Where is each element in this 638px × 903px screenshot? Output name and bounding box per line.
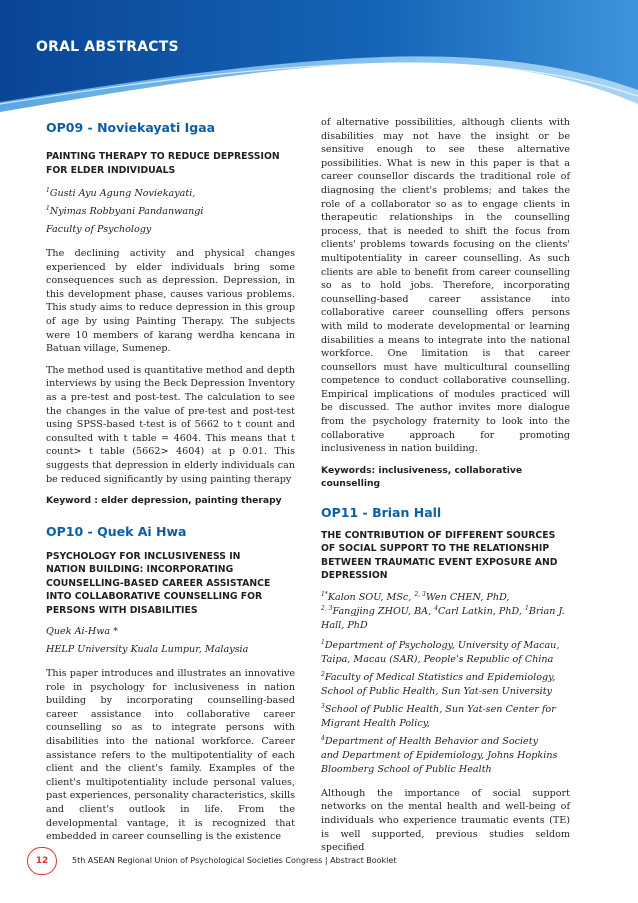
op09-keywords: Keyword : elder depression, painting therapy bbox=[46, 495, 282, 507]
op10-title: PSYCHOLOGY FOR INCLUSIVENESS IN NATION BUILDING: INCORPORATING COUNSELLING-BASED CAREER ASSISTANCE INTO COLLABORATIVE COUNSELLING FOR PERSONS WITH DISABILITIES bbox=[46, 550, 271, 616]
footer-text: 5th ASEAN Regional Union of Psychological Societies Congress | Abstract Booklet bbox=[72, 856, 397, 865]
op09-authors: $^1$Gusti Ayu Agung Noviekayati, $^1$Nyimas Robbyani Pandanwangi Faculty of Psychology bbox=[46, 187, 295, 237]
header-wave-graphic bbox=[0, 0, 638, 120]
section-title: ORAL ABSTRACTS bbox=[36, 39, 179, 55]
op09-title: PAINTING THERAPY TO REDUCE DEPRESSION FOR ELDER INDIVIDUALS bbox=[46, 151, 280, 176]
op11-paragraph-1: Although the importance of social support networks on the mental health and well-being of individuals who experience traumatic events (TE) is well supported, previous studies seldom specified bbox=[321, 787, 570, 854]
op11-authors: $^{1*}$Kalon SOU, MSc, $^{2, 3}$Wen CHEN, PhD, $^{2, 3}$Fangjing ZHOU, BA, $^4$Carl Latkin, PhD, $^1$Brian J. Hall, PhD bbox=[321, 590, 565, 631]
right-column bbox=[321, 116, 570, 855]
op10-keywords: Keywords: inclusiveness, collaborative counselling bbox=[321, 464, 523, 490]
op10-paragraph-1: This paper introduces and illustrates an innovative role in psychology for inclusiveness in nation building by incorporating counselling-based career assistance into collaborative career counselling so as to integrate persons with disabilities into the national workforce. Career assistance refers to the multipotentiality of each client and the client's family. Examples of the client's multipotentiality include personal values, past experiences, personality characteristics, skills and client's outlook in life. From the developmental vantage, it is recognized that embedded in career counselling is the existence bbox=[46, 668, 295, 843]
left-column bbox=[46, 116, 295, 844]
op11-title: THE CONTRIBUTION OF DIFFERENT SOURCES OF SOCIAL SUPPORT TO THE RELATIONSHIP BETWEEN TRAUMATIC EVENT EXPOSURE AND DEPRESSION bbox=[321, 529, 558, 582]
header-banner bbox=[0, 0, 638, 120]
op11-heading: OP11 - Brian Hall bbox=[321, 504, 442, 520]
op09-paragraph-2: The method used is quantitative method and depth interviews by using the Beck Depression Inventory as a pre-test and post-test. The calculation to see the changes in the value of pre-test and post-test using SPSS-based t-test is of 5662 to t count and consulted with t table = 4604. This means that t count> t table (5662> 4604) at p 0.01. This suggests that depression in elderly individuals can be reduced significantly by using painting therapy bbox=[46, 364, 295, 485]
op09-paragraph-1: The declining activity and physical changes experienced by elder individuals bring some consequences such as depression. Depression, in this development phase, causes various problems. This study aims to reduce depression in this group of age by using Painting Therapy. The subjects were 10 members of karang werdha kencana in Batuan village, Sumenep. bbox=[46, 248, 295, 355]
op10-authors bbox=[46, 625, 295, 657]
op09-heading: OP09 - Noviekayati Igaa bbox=[46, 120, 216, 135]
op10-author: Quek Ai-Hwa * bbox=[46, 626, 118, 638]
op09-affiliation: Faculty of Psychology bbox=[46, 224, 152, 235]
op10-paragraph-continued: of alternative possibilities, although clients with disabilities may not have the insight or be sensitive enough to see these alternative possibilities. What is new in this paper is that a career counsellor discards the traditional role of diagnosing the client's problems; and takes the role of a collaborator so as to engage clients in therapeutic relationships in the counselling process, that is needed to shift the focus from clients' problems towards focusing on the clients' multipotentiality in career counselling. As such clients are able to benefit from career counselling so as to hold jobs. Therefore, incorporating counselling-based career assistance into collaborative career counselling offers persons with mild to moderate developmental or learning disabilities a means to integrate into the national workforce. One limitation is that career counsellors must have multicultural counselling competence to conduct collaborative counselling. Empirical implications of modules practiced will be discussed. The author invites more dialogue from the psychology fraternity to look into the collaborative approach for promoting inclusiveness in nation building. bbox=[321, 117, 570, 455]
op10-heading: OP10 - Quek Ai Hwa bbox=[46, 523, 187, 539]
page-number: 12 bbox=[27, 847, 57, 875]
op11-affiliations: $^1$Department of Psychology, University of Macau, Taipa, Macau (SAR), People's Republic of China $^2$Faculty of Medical Statistics and Epidemiology, School of Public Health, Sun Yat-sen University $^3$School of Public Health, Sun Yat-sen Center for Migrant Health Policy, $^4$Department of Health Behavior and Society and Department of Epidemiology, Johns Hopkins Bloomberg School of Public Health bbox=[321, 638, 560, 775]
op10-affiliation: HELP University Kuala Lumpur, Malaysia bbox=[46, 644, 249, 656]
